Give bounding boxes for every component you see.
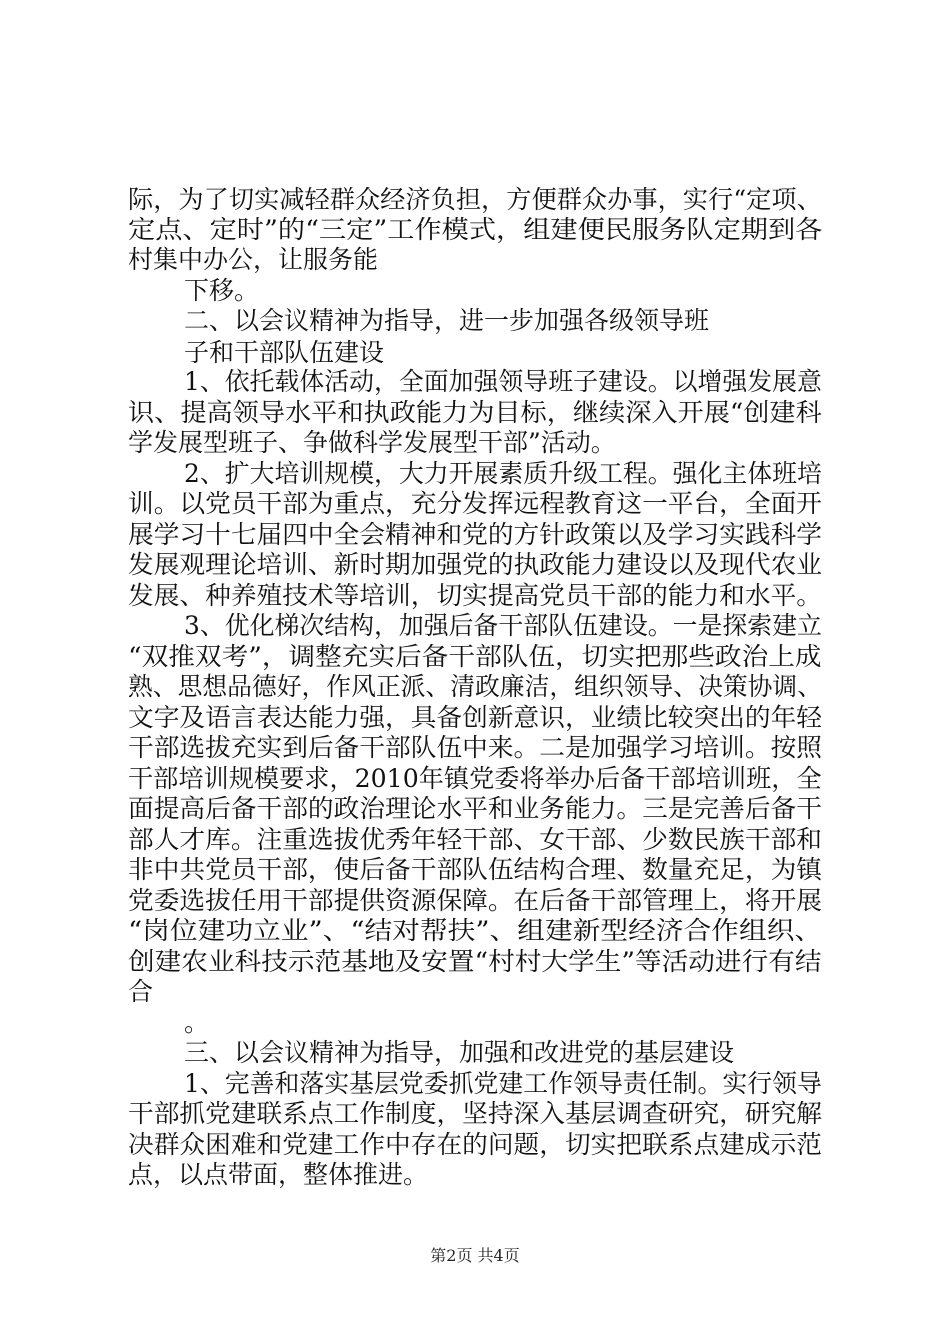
text-line: 定点、定时”的“三定”工作模式，组建便民服务队定期到各 xyxy=(128,215,823,244)
section-heading: 子和干部队伍建设 xyxy=(184,338,385,367)
text-line: 点，以点带面，整体推进。 xyxy=(128,1160,429,1189)
text-line: 1、依托载体活动，全面加强领导班子建设。以增强发展意 xyxy=(184,367,822,396)
text-line: 展学习十七届四中全会精神和党的方针政策以及学习实践科学 xyxy=(128,520,823,549)
section-heading: 二、以会议精神为指导，进一步加强各级领导班 xyxy=(184,306,710,335)
text-line: 1、完善和落实基层党委抓党建工作领导责任制。实行领导 xyxy=(184,1069,822,1098)
section-heading: 三、以会议精神为指导，加强和改进党的基层建设 xyxy=(184,1038,735,1067)
text-line: 创建农业科技示范基地及安置“村村大学生”等活动进行有结 xyxy=(128,947,822,976)
text-line: 。 xyxy=(184,1008,210,1037)
text-line: 发展、种养殖技术等培训，切实提高党员干部的能力和水平。 xyxy=(128,581,823,610)
text-line: 干部选拔充实到后备干部队伍中来。二是加强学习培训。按照 xyxy=(128,733,823,762)
text-line: 非中共党员干部，使后备干部队伍结构合理、数量充足，为镇 xyxy=(128,855,823,884)
text-line: 熟、思想品德好，作风正派、清政廉洁，组织领导、决策协调、 xyxy=(128,672,823,701)
page-number-footer: 第2页 共4页 xyxy=(430,1246,520,1265)
text-line: 面提高后备干部的政治理论水平和业务能力。三是完善后备干 xyxy=(128,794,823,823)
text-line: 识、提高领导水平和执政能力为目标，继续深入开展“创建科 xyxy=(128,398,822,427)
text-line: 文字及语言表达能力强，具备创新意识，业绩比较突出的年轻 xyxy=(128,703,823,732)
text-line: 发展观理论培训、新时期加强党的执政能力建设以及现代农业 xyxy=(128,550,823,579)
text-line: “岗位建功立业”、“结对帮扶”、组建新型经济合作组织、 xyxy=(128,916,823,945)
text-line: 际，为了切实减轻群众经济负担，方便群众办事，实行“定项、 xyxy=(128,185,822,214)
text-line: 干部培训规模要求，2010年镇党委将举办后备干部培训班，全 xyxy=(128,764,822,793)
text-line: 部人才库。注重选拔优秀年轻干部、女干部、少数民族干部和 xyxy=(128,825,823,854)
text-line: 村集中办公，让服务能 xyxy=(128,245,379,274)
text-line: 合 xyxy=(128,977,154,1006)
text-line: 干部抓党建联系点工作制度，坚持深入基层调查研究，研究解 xyxy=(128,1099,823,1128)
text-line: 学发展型班子、争做科学发展型干部”活动。 xyxy=(128,428,616,457)
text-line: 决群众困难和党建工作中存在的问题，切实把联系点建成示范 xyxy=(128,1130,823,1159)
text-line: 2、扩大培训规模，大力开展素质升级工程。强化主体班培 xyxy=(184,459,822,488)
text-line: “双推双考”，调整充实后备干部队伍，切实把那些政治上成 xyxy=(128,642,822,671)
text-line: 下移。 xyxy=(184,276,260,305)
text-line: 3、优化梯次结构，加强后备干部队伍建设。一是探索建立 xyxy=(184,611,822,640)
text-line: 训。以党员干部为重点，充分发挥远程教育这一平台，全面开 xyxy=(128,489,823,518)
text-line: 党委选拔任用干部提供资源保障。在后备干部管理上，将开展 xyxy=(128,886,823,915)
